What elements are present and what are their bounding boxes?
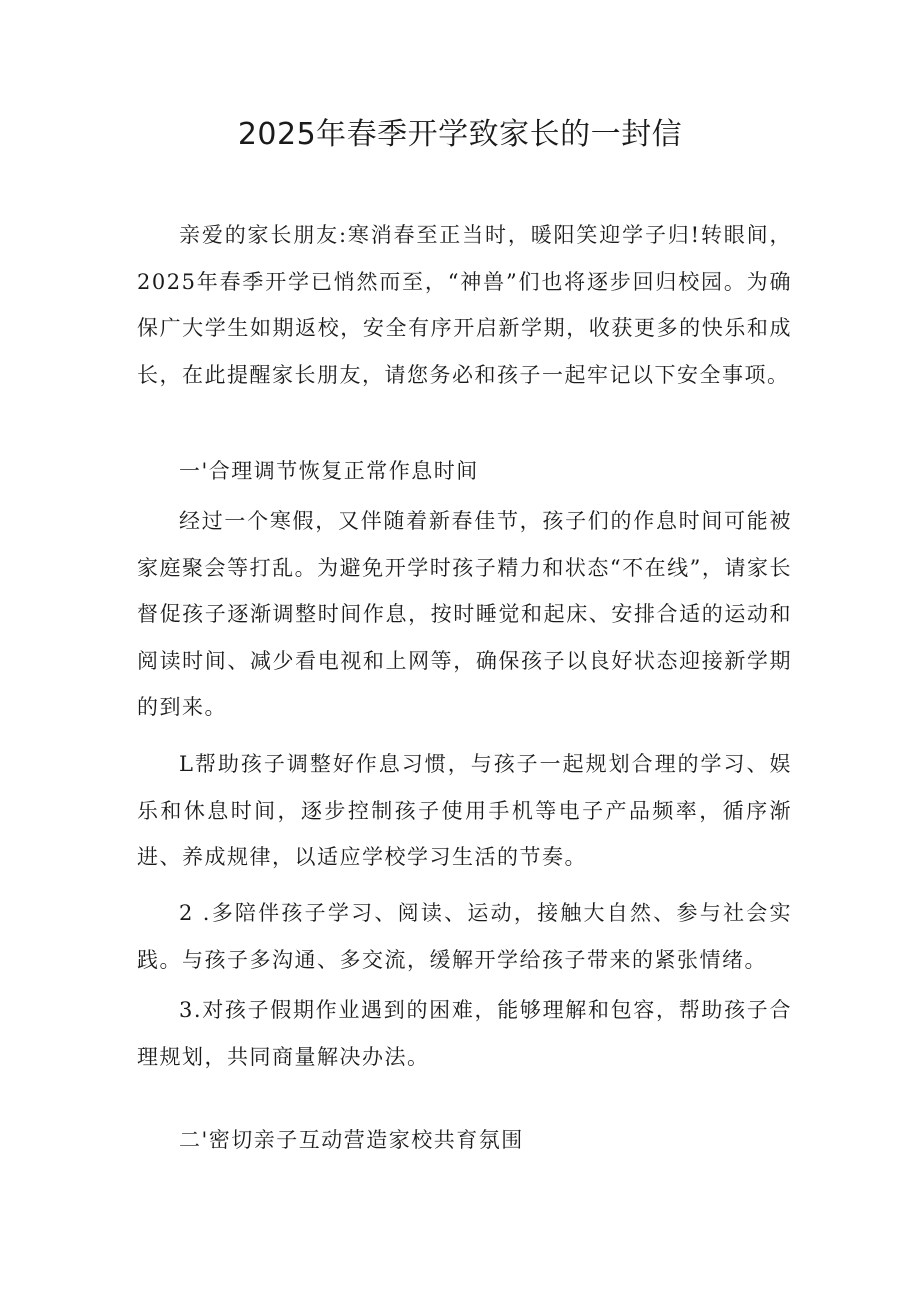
letter-title: 2025年春季开学致家长的一封信 <box>237 117 683 152</box>
intro-paragraph: 亲爱的家长朋友:寒消春至正当时，暖阳笑迎学子归!转眼间，2025年春季开学已悄然而至，“神兽”们也将逐步回归校园。为确保广大学生如期返校，安全有序开启新学期，收获更多的快乐和成长，在此提醒家长朋友，请您务必和孩子一起牢记以下安全事项。 <box>137 223 792 387</box>
section-2-heading: 二'密切亲子互动营造家校共育氛围 <box>179 1128 524 1152</box>
section-1-heading: 一'合理调节恢复正常作息时间 <box>179 459 479 483</box>
list-item-1: L帮助孩子调整好作息习惯，与孩子一起规划合理的学习、娱乐和休息时间，逐步控制孩子使用手机等电子产品频率，循序渐进、养成规律，以适应学校学习生活的节奏。 <box>137 752 792 869</box>
list-item-2: 2 .多陪伴孩子学习、阅读、运动，接触大自然、参与社会实践。与孩子多沟通、多交流，缓解开学给孩子带来的紧张情绪。 <box>137 901 792 972</box>
list-item-3: 3.对孩子假期作业遇到的困难，能够理解和包容，帮助孩子合理规划，共同商量解决办法。 <box>137 998 792 1069</box>
section-1-paragraph: 经过一个寒假，又伴随着新春佳节，孩子们的作息时间可能被家庭聚会等打乱。为避免开学时孩子精力和状态“不在线”，请家长督促孩子逐渐调整时间作息，按时睡觉和起床、安排合适的运动和阅读时间、减少看电视和上网等，确保孩子以良好状态迎接新学期的到来。 <box>137 509 792 719</box>
